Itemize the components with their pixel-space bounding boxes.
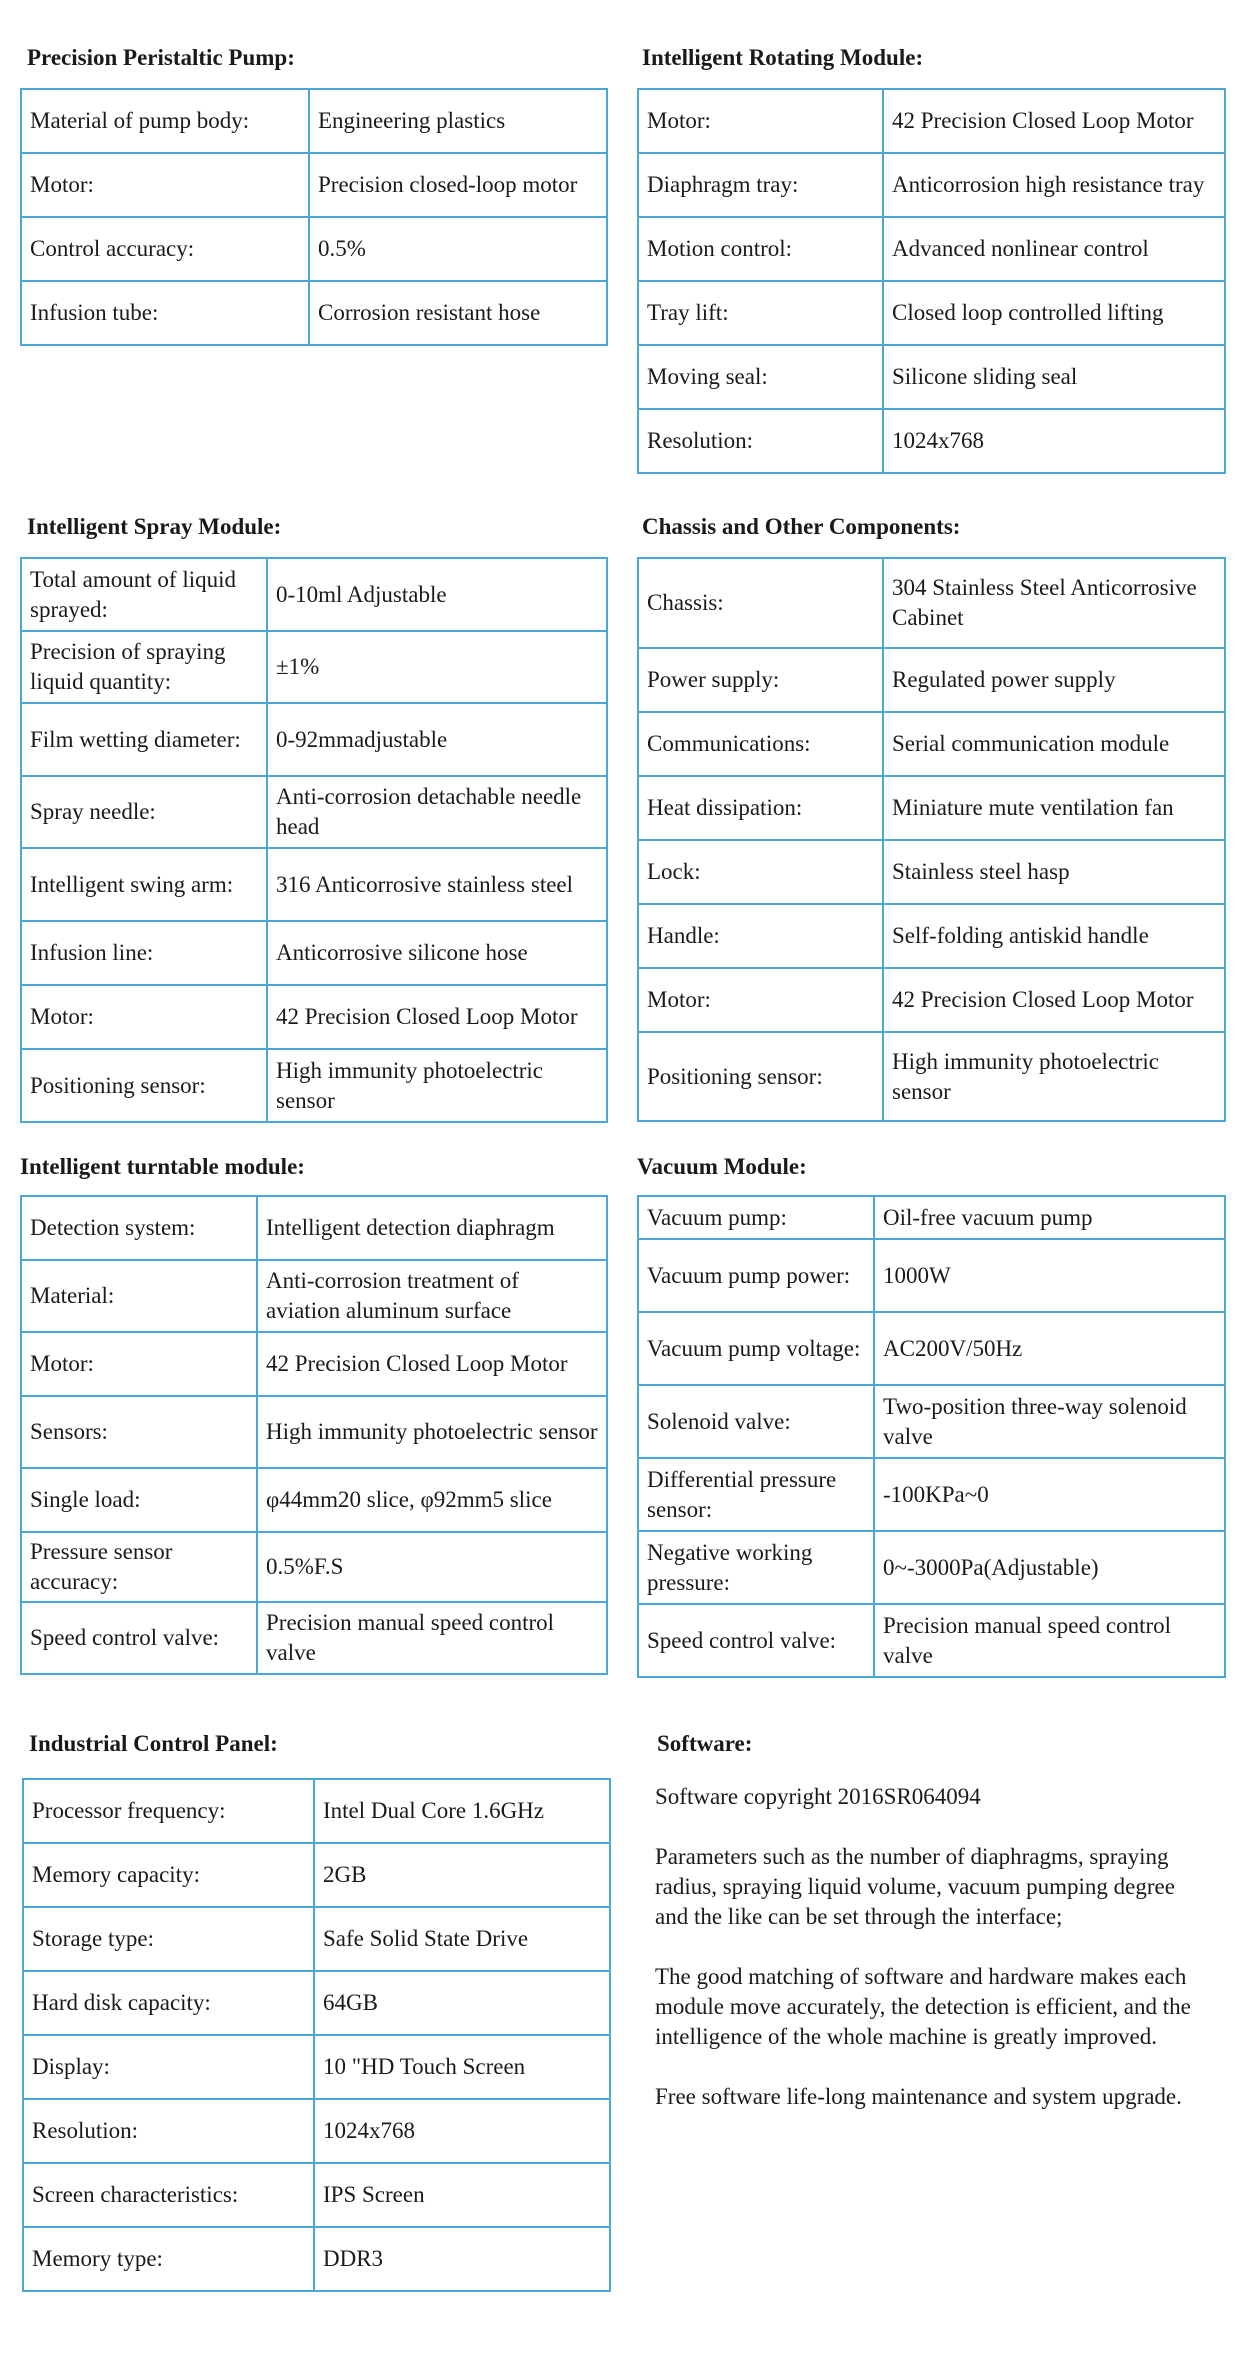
spec-row (23, 1907, 610, 1971)
spec-row (638, 904, 1225, 968)
section-title-panel: Industrial Control Panel: (29, 1731, 278, 1756)
spec-value: High immunity photoelectric sensor (883, 1032, 1225, 1121)
spec-row (21, 217, 607, 281)
section-title-software: Software: (657, 1731, 753, 1756)
spec-value: -100KPa~0 (874, 1458, 1225, 1531)
spec-row (638, 1312, 1225, 1385)
software-paragraph: Parameters such as the number of diaphragms, spraying radius, spraying liquid volume, vacuum pumping degree and the like can be set through the interface; (655, 1844, 1175, 1929)
spec-value: 42 Precision Closed Loop Motor (883, 968, 1225, 1032)
spec-row (638, 409, 1225, 473)
spec-row (638, 776, 1225, 840)
spec-value: Corrosion resistant hose (309, 281, 607, 345)
spec-value: Precision manual speed control valve (874, 1604, 1225, 1677)
spec-row (638, 968, 1225, 1032)
spec-label: Vacuum pump voltage: (638, 1312, 874, 1385)
spec-row (21, 558, 607, 631)
spec-label: Material of pump body: (21, 89, 309, 153)
spec-label: Pressure sensor accuracy: (21, 1532, 257, 1602)
spec-value: Oil-free vacuum pump (874, 1196, 1225, 1239)
spec-value: Precision closed-loop motor (309, 153, 607, 217)
spec-label: Film wetting diameter: (21, 703, 267, 776)
spec-label: Lock: (638, 840, 883, 904)
spec-value: Closed loop controlled lifting (883, 281, 1225, 345)
turntable-spec-table (20, 1195, 608, 1675)
spec-value: Miniature mute ventilation fan (883, 776, 1225, 840)
panel-spec-table (22, 1778, 611, 2292)
spec-row (21, 1532, 607, 1602)
spec-label: Power supply: (638, 648, 883, 712)
spec-row (638, 345, 1225, 409)
section-title-turntable: Intelligent turntable module: (20, 1154, 305, 1179)
spec-row (638, 153, 1225, 217)
spec-value: Intelligent detection diaphragm (257, 1196, 607, 1260)
spec-row (21, 1332, 607, 1396)
spec-label: Speed control valve: (21, 1602, 257, 1674)
spec-label: Motor: (638, 968, 883, 1032)
spec-label: Total amount of liquid sprayed: (21, 558, 267, 631)
spec-row (21, 921, 607, 985)
spec-label: Infusion line: (21, 921, 267, 985)
spec-label: Tray lift: (638, 281, 883, 345)
spec-row (21, 848, 607, 921)
spec-label: Chassis: (638, 558, 883, 648)
spec-label: Vacuum pump: (638, 1196, 874, 1239)
spec-value: Anticorrosive silicone hose (267, 921, 607, 985)
spec-label: Motor: (21, 153, 309, 217)
spec-value: Stainless steel hasp (883, 840, 1225, 904)
spec-label: Intelligent swing arm: (21, 848, 267, 921)
software-paragraph: Free software life-long maintenance and system upgrade. (655, 2084, 1182, 2109)
pump-spec-table (20, 88, 608, 346)
spec-value: 64GB (314, 1971, 610, 2035)
spec-row (21, 281, 607, 345)
spec-label: Control accuracy: (21, 217, 309, 281)
spec-label: Sensors: (21, 1396, 257, 1468)
spec-row (23, 1779, 610, 1843)
spec-value: 1024x768 (314, 2099, 610, 2163)
spec-row (21, 1196, 607, 1260)
spec-value: Two-position three-way solenoid valve (874, 1385, 1225, 1458)
spec-row (638, 648, 1225, 712)
spec-row (638, 1196, 1225, 1239)
spec-label: Spray needle: (21, 776, 267, 848)
spec-label: Memory capacity: (23, 1843, 314, 1907)
spec-label: Storage type: (23, 1907, 314, 1971)
chassis-spec-table (637, 557, 1226, 1122)
spec-value: 0~-3000Pa(Adjustable) (874, 1531, 1225, 1604)
spec-label: Memory type: (23, 2227, 314, 2291)
spec-label: Heat dissipation: (638, 776, 883, 840)
spec-row (638, 1458, 1225, 1531)
spec-label: Diaphragm tray: (638, 153, 883, 217)
spec-value: Regulated power supply (883, 648, 1225, 712)
section-title-vacuum: Vacuum Module: (637, 1154, 807, 1179)
spec-label: Processor frequency: (23, 1779, 314, 1843)
spec-value: 0-92mmadjustable (267, 703, 607, 776)
section-title-chassis: Chassis and Other Components: (642, 514, 961, 539)
software-paragraph: The good matching of software and hardware makes each module move accurately, the detection is efficient, and the intelligence of the whole machine is greatly improved. (655, 1964, 1191, 2049)
spec-value: 1024x768 (883, 409, 1225, 473)
spec-row (638, 217, 1225, 281)
spec-row (21, 1396, 607, 1468)
spec-label: Motor: (21, 1332, 257, 1396)
spec-label: Resolution: (638, 409, 883, 473)
spec-value: Intel Dual Core 1.6GHz (314, 1779, 610, 1843)
spec-row (21, 703, 607, 776)
spec-value: Self-folding antiskid handle (883, 904, 1225, 968)
spec-row (638, 1385, 1225, 1458)
spec-label: Motion control: (638, 217, 883, 281)
spec-value: Anticorrosion high resistance tray (883, 153, 1225, 217)
spec-value: 316 Anticorrosive stainless steel (267, 848, 607, 921)
spec-row (638, 558, 1225, 648)
spec-label: Positioning sensor: (21, 1049, 267, 1122)
spec-value: ±1% (267, 631, 607, 703)
spec-row (21, 1260, 607, 1332)
spec-row (21, 89, 607, 153)
spec-label: Display: (23, 2035, 314, 2099)
spec-value: 0.5%F.S (257, 1532, 607, 1602)
spec-row (21, 1468, 607, 1532)
spec-value: Engineering plastics (309, 89, 607, 153)
spec-row (638, 1531, 1225, 1604)
spec-row (638, 1604, 1225, 1677)
spec-value: AC200V/50Hz (874, 1312, 1225, 1385)
software-description (655, 1782, 1195, 2142)
spec-row (21, 153, 607, 217)
spec-row (21, 776, 607, 848)
spec-value: High immunity photoelectric sensor (257, 1396, 607, 1468)
spec-row (23, 2099, 610, 2163)
spec-value: DDR3 (314, 2227, 610, 2291)
spec-value: 0.5% (309, 217, 607, 281)
spec-row (21, 1602, 607, 1674)
spec-label: Precision of spraying liquid quantity: (21, 631, 267, 703)
spec-value: 2GB (314, 1843, 610, 1907)
spec-label: Material: (21, 1260, 257, 1332)
spec-row (21, 1049, 607, 1122)
spec-value: Serial communication module (883, 712, 1225, 776)
spec-row (638, 1239, 1225, 1312)
spec-label: Handle: (638, 904, 883, 968)
spec-value: Advanced nonlinear control (883, 217, 1225, 281)
section-title-spray: Intelligent Spray Module: (27, 514, 282, 539)
section-title-rotating: Intelligent Rotating Module: (642, 45, 924, 70)
spec-value: 42 Precision Closed Loop Motor (267, 985, 607, 1049)
spec-row (21, 631, 607, 703)
spec-label: Single load: (21, 1468, 257, 1532)
spec-label: Vacuum pump power: (638, 1239, 874, 1312)
spec-value: 304 Stainless Steel Anticorrosive Cabinet (883, 558, 1225, 648)
spec-value: Precision manual speed control valve (257, 1602, 607, 1674)
spec-label: Positioning sensor: (638, 1032, 883, 1121)
spec-value: 1000W (874, 1239, 1225, 1312)
spec-label: Solenoid valve: (638, 1385, 874, 1458)
spec-row (23, 2035, 610, 2099)
spec-row (638, 1032, 1225, 1121)
spec-label: Motor: (638, 89, 883, 153)
spec-value: φ44mm20 slice, φ92mm5 slice (257, 1468, 607, 1532)
spec-value: 0-10ml Adjustable (267, 558, 607, 631)
spec-value: IPS Screen (314, 2163, 610, 2227)
spec-row (21, 985, 607, 1049)
spec-label: Motor: (21, 985, 267, 1049)
spec-row (638, 840, 1225, 904)
spec-label: Infusion tube: (21, 281, 309, 345)
spec-value: High immunity photoelectric sensor (267, 1049, 607, 1122)
spec-row (23, 1843, 610, 1907)
spray-spec-table (20, 557, 608, 1123)
spec-row (638, 712, 1225, 776)
spec-label: Detection system: (21, 1196, 257, 1260)
vacuum-spec-table (637, 1195, 1226, 1678)
spec-row (23, 2163, 610, 2227)
spec-label: Hard disk capacity: (23, 1971, 314, 2035)
spec-value: 42 Precision Closed Loop Motor (883, 89, 1225, 153)
section-title-pump: Precision Peristaltic Pump: (27, 45, 295, 70)
rotating-spec-table (637, 88, 1226, 474)
spec-label: Moving seal: (638, 345, 883, 409)
spec-label: Differential pressure sensor: (638, 1458, 874, 1531)
spec-label: Resolution: (23, 2099, 314, 2163)
spec-value: Anti-corrosion treatment of aviation aluminum surface (257, 1260, 607, 1332)
spec-value: 10 "HD Touch Screen (314, 2035, 610, 2099)
software-paragraph: Software copyright 2016SR064094 (655, 1784, 981, 1809)
spec-row (23, 1971, 610, 2035)
spec-value: 42 Precision Closed Loop Motor (257, 1332, 607, 1396)
spec-value: Anti-corrosion detachable needle head (267, 776, 607, 848)
spec-label: Speed control valve: (638, 1604, 874, 1677)
spec-label: Negative working pressure: (638, 1531, 874, 1604)
spec-value: Silicone sliding seal (883, 345, 1225, 409)
spec-value: Safe Solid State Drive (314, 1907, 610, 1971)
spec-row (638, 281, 1225, 345)
spec-label: Communications: (638, 712, 883, 776)
spec-label: Screen characteristics: (23, 2163, 314, 2227)
spec-row (638, 89, 1225, 153)
spec-row (23, 2227, 610, 2291)
